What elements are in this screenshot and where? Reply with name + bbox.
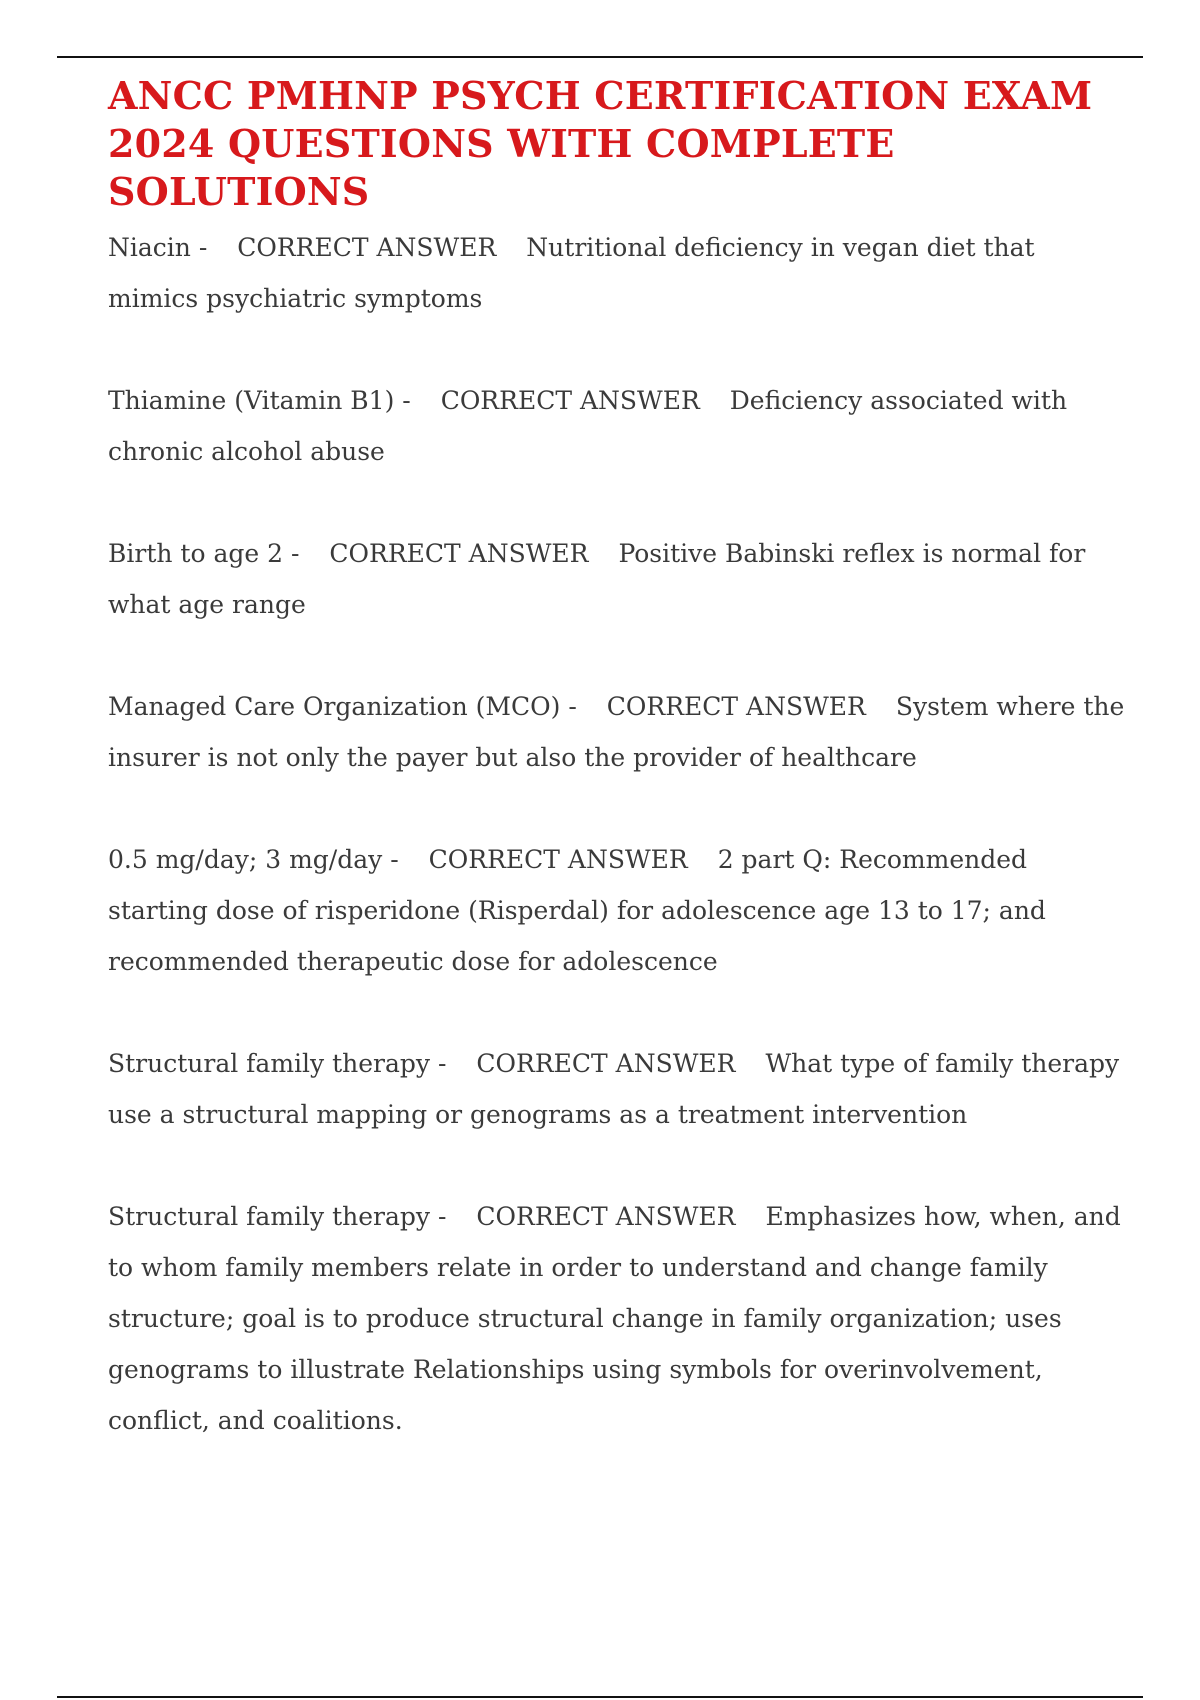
correct-answer-label: CORRECT ANSWER [329,539,589,568]
correct-answer-label: CORRECT ANSWER [476,1049,736,1078]
entry-definition: System where the insurer is not only the payer but also the provider of healthcare [108,692,1125,772]
entry-term: Structural family therapy [108,1202,431,1231]
correct-answer-label: CORRECT ANSWER [476,1202,736,1231]
qa-entry [108,1191,1128,1446]
document-title: ANCC PMHNP PSYCH CERTIFICATION EXAM 2024 QUESTIONS WITH COMPLETE SOLUTIONS [108,73,1093,214]
qa-entry [108,222,1128,324]
qa-entry [108,1038,1128,1140]
entry-term: 0.5 mg/day; 3 mg/day [108,845,383,874]
document-body [108,72,1128,1497]
entry-definition: Nutritional deficiency in vegan diet that mimics psychiatric symptoms [108,233,1035,313]
correct-answer-label: CORRECT ANSWER [440,386,700,415]
qa-list [108,222,1128,1446]
entry-separator: - [290,539,300,568]
bottom-rule [57,1696,1143,1698]
entry-term: Structural family therapy [108,1049,431,1078]
entry-term: Birth to age 2 [108,539,284,568]
entry-definition: What type of family therapy use a structural mapping or genograms as a treatment intervention [108,1049,1120,1129]
entry-term: Thiamine (Vitamin B1) [108,386,395,415]
qa-entry [108,375,1128,477]
top-rule [57,56,1143,58]
entry-separator: - [437,1202,447,1231]
entry-term: Niacin [108,233,191,262]
qa-entry [108,681,1128,783]
correct-answer-label: CORRECT ANSWER [606,692,866,721]
entry-separator: - [437,1049,447,1078]
entry-definition: 2 part Q: Recommended starting dose of risperidone (Risperdal) for adolescence age 13 to 17; and recommended therapeutic dose for adolescence [108,845,1046,976]
correct-answer-label: CORRECT ANSWER [237,233,497,262]
entry-separator: - [198,233,208,262]
entry-definition: Deficiency associated with chronic alcohol abuse [108,386,1068,466]
entry-separator: - [390,845,399,874]
entry-definition: Emphasizes how, when, and to whom family members relate in order to understand and change family structure; goal is to produce structural change in family organization; uses genograms to illustrate Relationships using symbols for overinvolvement, conflict, and coalitions. [108,1202,1121,1435]
entry-term: Managed Care Organization (MCO) [108,692,561,721]
qa-entry [108,834,1128,987]
entry-separator: - [402,386,411,415]
qa-entry [108,528,1128,630]
entry-definition: Positive Babinski reflex is normal for what age range [108,539,1086,619]
entry-separator: - [568,692,577,721]
correct-answer-label: CORRECT ANSWER [428,845,688,874]
